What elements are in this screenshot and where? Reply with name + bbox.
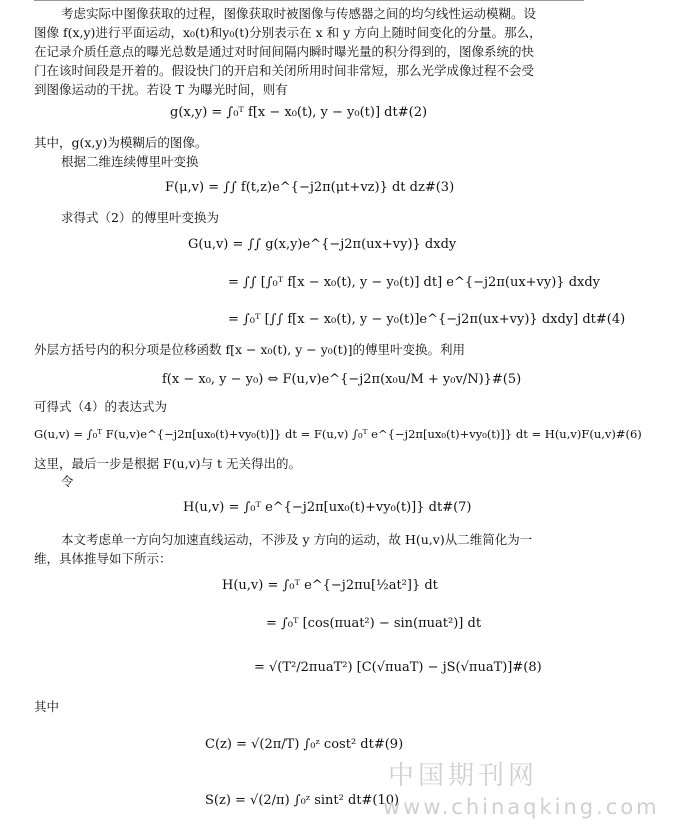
text-waiceng: 外层方括号内的积分项是位移函数 f[x − x₀(t), y − y₀(t)]的傅里叶变换。利用: [34, 342, 465, 357]
equation-8-line2: = ∫₀ᵀ [cos(πuat²) − sin(πuat²)] dt: [266, 616, 482, 631]
paragraph1-line4: 门在该时间段是开着的。假设快门的开启和关闭所用时间非常短，那么光学成像过程不会受: [34, 63, 535, 78]
equation-4-line1: G(u,v) = ∫∫ g(x,y)e^{−j2π(ux+vy)} dxdy: [188, 237, 457, 252]
equation-9: C(z) = √(2π/T) ∫₀ᶻ cost² dt#(9): [205, 737, 404, 752]
equation-3: F(μ,v) = ∫∫ f(t,z)e^{−j2π(μt+vz)} dt dz#(3): [165, 180, 455, 195]
equation-8-line1: H(u,v) = ∫₀ᵀ e^{−j2πu[½at²]} dt: [222, 578, 438, 593]
watermark-url: www.chinaqking.com: [383, 795, 660, 819]
equation-8-line3: = √(T²/2πuaT²) [C(√πuaT) − jS(√πuaT)]#(8): [254, 660, 542, 675]
paragraph2-line1: 本文考虑单一方向匀加速直线运动，不涉及 y 方向的运动，故 H(u,v)从二维简化为一: [61, 532, 533, 547]
text-qiude: 求得式（2）的傅里叶变换为: [61, 210, 219, 225]
equation-4-line2: = ∫∫ [∫₀ᵀ f[x − x₀(t), y − y₀(t)] dt] e^{−j2π(ux+vy)} dxdy: [228, 275, 601, 290]
text-ling: 令: [61, 474, 74, 489]
text-kede: 可得式（4）的表达式为: [34, 399, 167, 414]
paragraph1-line5: 到图像运动的干扰。若设 T 为曝光时间，则有: [34, 82, 288, 97]
equation-7: H(u,v) = ∫₀ᵀ e^{−j2π[ux₀(t)+vy₀(t)]} dt#(7): [183, 500, 472, 515]
text-qizhong-2: 其中: [34, 699, 60, 714]
watermark-logo-text: 中国期刊网: [388, 761, 539, 791]
paragraph1-line2: 图像 f(x,y)进行平面运动，x₀(t)和y₀(t)分别表示在 x 和 y 方向上随时间变化的分量。那么，: [34, 25, 542, 40]
text-genju: 根据二维连续傅里叶变换: [61, 154, 199, 169]
equation-4-line3: = ∫₀ᵀ [∫∫ f[x − x₀(t), y − y₀(t)]e^{−j2π(ux+vy)} dxdy] dt#(4): [228, 312, 626, 327]
equation-2: g(x,y) = ∫₀ᵀ f[x − x₀(t), y − y₀(t)] dt#(2): [170, 105, 428, 120]
text-zheli: 这里，最后一步是根据 F(u,v)与 t 无关得出的。: [34, 456, 301, 471]
paragraph2-line2: 维，具体推导如下所示：: [34, 551, 172, 566]
equation-10: S(z) = √(2/π) ∫₀ᶻ sint² dt#(10): [205, 793, 400, 808]
text-qizhong-1: 其中，g(x,y)为模糊后的图像。: [34, 135, 208, 150]
paragraph1-line3: 在记录介质任意点的曝光总数是通过对时间间隔内瞬时曝光量的积分得到的，图像系统的快: [34, 44, 535, 59]
equation-6: G(u,v) = ∫₀ᵀ F(u,v)e^{−j2π[ux₀(t)+vy₀(t)]} dt = F(u,v) ∫₀ᵀ e^{−j2π[ux₀(t)+vy₀(t)]} dt = H(u,v)F(u,v)#(6): [34, 427, 642, 441]
equation-5: f(x − x₀, y − y₀) ⇔ F(u,v)e^{−j2π(x₀u/M + y₀v/N)}#(5): [162, 372, 522, 387]
top-rule: [34, 0, 584, 1]
paragraph1-line1: 考虑实际中图像获取的过程，图像获取时被图像与传感器之间的均匀线性运动模糊。设: [61, 6, 537, 21]
